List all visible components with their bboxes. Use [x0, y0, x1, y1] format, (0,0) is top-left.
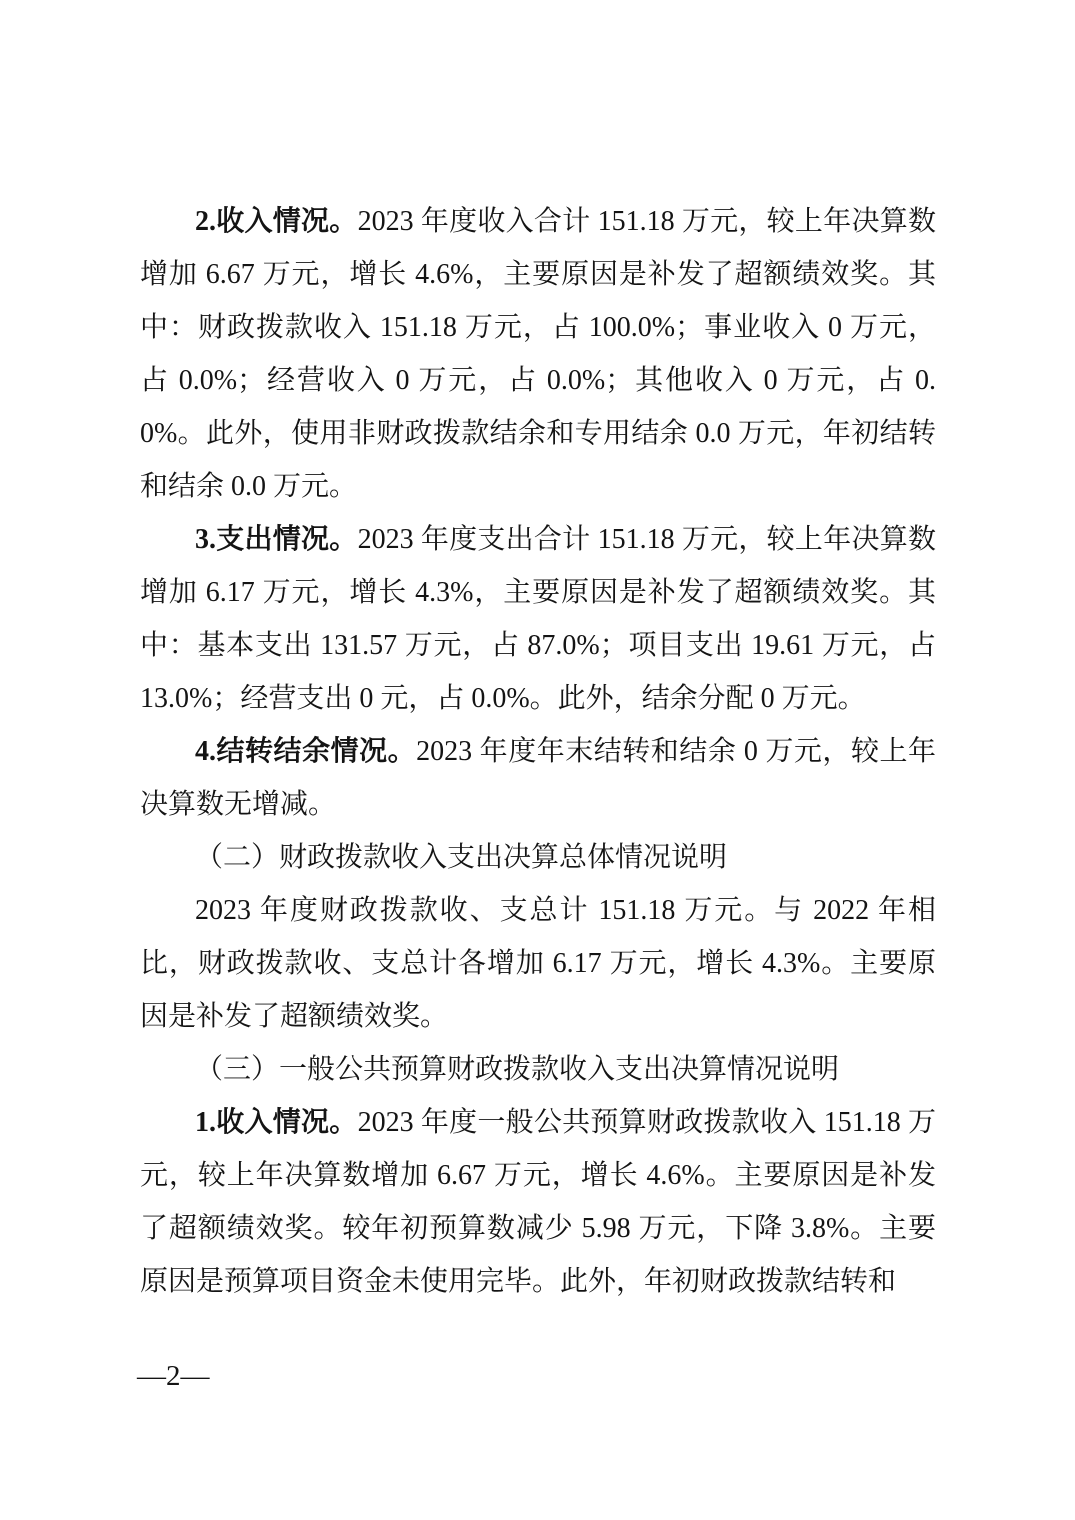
paragraph-carryover-lead: 4.结转结余情况。: [195, 736, 417, 767]
paragraph-expenditure-overview: [140, 513, 936, 725]
paragraph-general-budget-income-text: 2023 年度一般公共预算财政拨款收入 151.18 万元，较上年决算数增加 6.67 万元，增长 4.6%。主要原因是补发了超额绩效奖。较年初预算数减少 5.98 万元，下降 3.8%。主要原因是预算项目资金未使用完毕。此外，年初财政拨款结转和: [140, 1107, 936, 1297]
paragraph-general-budget-income-lead: 1.收入情况。: [195, 1107, 358, 1138]
page-number: —2—: [137, 1360, 210, 1392]
heading-section-two: （二）财政拨款收入支出决算总体情况说明: [195, 842, 728, 873]
paragraph-general-budget-income: [140, 1096, 936, 1308]
paragraph-carryover-text: 2023 年度年末结转和结余 0 万元，较上年决算数无增减。: [140, 736, 936, 820]
paragraph-income-lead: 2.收入情况。: [195, 206, 358, 237]
page-footer: [137, 1356, 210, 1396]
paragraph-expenditure-lead: 3.支出情况。: [195, 524, 358, 555]
paragraph-expenditure-text: 2023 年度支出合计 151.18 万元，较上年决算数增加 6.17 万元，增长 4.3%，主要原因是补发了超额绩效奖。其中：基本支出 131.57 万元，占 87.0%；项目支出 19.61 万元，占 13.0%；经营支出 0 元，占 0.0%。此外，结余分配 0 万元。: [140, 524, 936, 714]
heading-section-three: （三）一般公共预算财政拨款收入支出决算情况说明: [195, 1054, 840, 1085]
paragraph-fiscal-appropriation-total: 2023 年度财政拨款收、支总计 151.18 万元。与 2022 年相比，财政拨款收、支总计各增加 6.17 万元，增长 4.3%。主要原因是补发了超额绩效奖。: [140, 895, 936, 1032]
paragraph-income-overview: [140, 195, 936, 513]
paragraph-income-text: 2023 年度收入合计 151.18 万元，较上年决算数增加 6.67 万元，增长 4.6%，主要原因是补发了超额绩效奖。其中：财政拨款收入 151.18 万元，占 100.0%；事业收入 0 万元，占 0.0%；经营收入 0 万元，占 0.0%；其他收入 0 万元，占 0.0%。此外，使用非财政拨款结余和专用结余 0.0 万元，年初结转和结余 0.0 万元。: [140, 206, 936, 502]
paragraph-carryover-overview: [140, 725, 936, 831]
document-body: [140, 195, 936, 1308]
